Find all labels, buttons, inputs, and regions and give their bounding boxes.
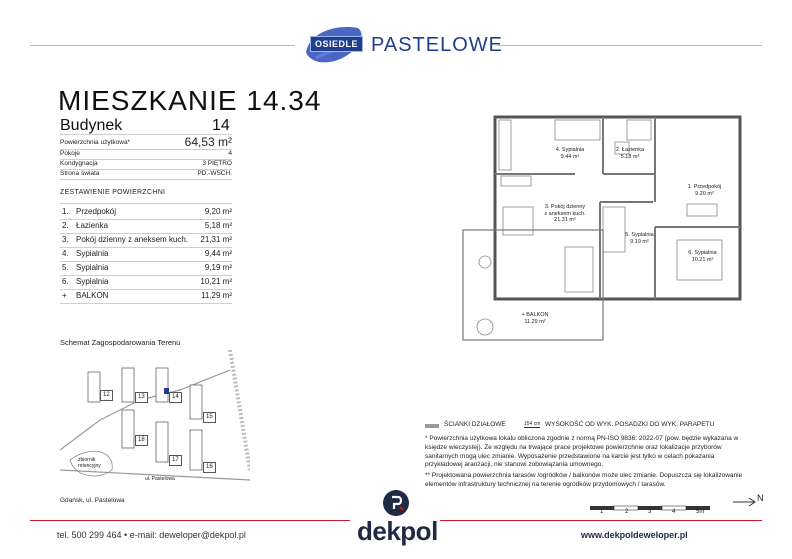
room-number: 6.	[62, 277, 69, 286]
rooms-label: Pokoje	[60, 150, 80, 157]
plan-label-r2: 2. Łazienka 5.18 m²	[615, 147, 645, 160]
floor-label: Kondygnacja	[60, 160, 98, 167]
company-name: dekpol	[357, 516, 438, 546]
room-row	[60, 207, 232, 219]
floor-row	[60, 160, 232, 169]
reservoir-label: zbiornik retencyjny	[78, 457, 101, 469]
height-legend-label: WYSOKOŚĆ OD WYK. POSADZKI DO WYK. PARAPETU	[545, 421, 715, 428]
scale-bar	[590, 500, 710, 508]
room-area: 11,29 m²	[201, 291, 232, 300]
room-area: 9,20 m²	[204, 207, 232, 216]
summary-title: ZESTAWIENIE POWIERZCHNI	[60, 189, 166, 196]
rooms-value: 4	[228, 150, 232, 157]
footer-website[interactable]: www.dekpoldeweloper.pl	[581, 530, 688, 540]
site-plan	[60, 350, 250, 490]
note-balcony: ** Projektowana powierzchnia tarasów /ogródków / balkonów może ulec zmianie. Dopuszcza się lokalizowanie elementów infrastruktury technicznej na terenie ogródków przydomowych / tarasów.	[425, 472, 743, 488]
room-name: Łazienka	[76, 221, 109, 230]
divider	[60, 261, 232, 262]
walls-legend-label: ŚCIANKI DZIAŁOWE	[444, 421, 506, 428]
room-area: 21,31 m²	[200, 235, 232, 244]
header-rule-right	[497, 45, 762, 46]
room-area: 9,19 m²	[204, 263, 232, 272]
plan-label-r1: 1. Przedpokój 9.20 m²	[687, 184, 722, 197]
room-row	[60, 249, 232, 261]
floor-plan-drawing	[455, 112, 745, 347]
street-label: ul. Pastelowa	[145, 476, 175, 482]
building-num-12: 12	[100, 390, 113, 401]
divider	[60, 179, 232, 180]
room-number: 2.	[62, 221, 69, 230]
divider	[60, 233, 232, 234]
orientation-row	[60, 170, 232, 179]
room-area: 10,21 m²	[200, 277, 232, 286]
footer-rule-left	[30, 520, 350, 521]
building-num-13: 13	[135, 392, 148, 403]
room-name: Sypialnia	[76, 263, 109, 272]
room-row	[60, 235, 232, 247]
scale-tick: 1	[600, 509, 604, 515]
room-row	[60, 291, 232, 303]
usable-area-label: Powierzchnia użytkowa*	[60, 139, 131, 146]
height-marker: 154 cm	[524, 421, 541, 427]
site-plan-title: Schemat Zagospodarowania Terenu	[60, 338, 181, 347]
building-label: Budynek	[60, 117, 123, 134]
building-num-15: 15	[203, 412, 216, 423]
footer-rule-right	[440, 520, 762, 521]
rooms-row	[60, 150, 232, 159]
room-name: Przedpokój	[76, 207, 117, 216]
apartment-title: MIESZKANIE 14.34	[58, 85, 322, 116]
site-plan-drawing	[60, 350, 250, 490]
plan-label-r4: 4. Sypialnia 9.44 m²	[555, 147, 585, 160]
room-row	[60, 221, 232, 233]
scale-tick: 2	[625, 509, 629, 515]
plan-label-balcony: + BALKON 11.29 m²	[521, 312, 549, 325]
room-number: 3.	[62, 235, 69, 244]
floor-value: 3 PIĘTRO	[202, 160, 232, 167]
walls-legend-swatch	[425, 424, 439, 428]
building-value: 14	[212, 117, 230, 134]
room-row	[60, 277, 232, 289]
building-num-18: 18	[135, 435, 148, 446]
divider	[60, 247, 232, 248]
divider	[60, 275, 232, 276]
building-num-14: 14	[169, 392, 182, 403]
divider	[60, 289, 232, 290]
brand-logo	[296, 22, 368, 66]
usable-area-row	[60, 135, 232, 149]
note-area: * Powierzchnia użytkowa lokalu obliczona zgodnie z normą PN-ISO 9836: 2022-07 (pow. będzie wykazana w księdze wieczystej). Ze względu na trwające prace projektowe powierzchnie oraz lokalizacje przyborów sanitarnych mogą ulec zmianie. Wyposażenie przedstawione na karcie jest tylko w celach pokazania przykładowej aranżacji, nie stanowi zobowiązania umownego.	[425, 435, 739, 469]
plan-label-r5: 5. Sypialnia 9.19 m²	[625, 232, 654, 245]
room-number: 4.	[62, 249, 69, 258]
building-num-16: 16	[203, 462, 216, 473]
brand-logo-text: OSIEDLE	[310, 36, 363, 52]
divider	[60, 303, 232, 304]
room-name: Sypialnia	[76, 249, 109, 258]
room-number: 5.	[62, 263, 69, 272]
north-label: N	[757, 493, 764, 503]
floor-plan	[455, 112, 745, 347]
dekpol-logo-icon	[383, 490, 409, 516]
room-name: Pokój dzienny z aneksem kuch.	[76, 235, 189, 244]
plan-label-r3: 3. Pokój dzienny z aneksem kuch. 21.31 m²	[544, 204, 586, 224]
room-name: Sypialnia	[76, 277, 109, 286]
building-num-17: 17	[169, 455, 182, 466]
scale-tick: 4	[672, 509, 676, 515]
divider	[60, 203, 232, 204]
room-number: 1.	[62, 207, 69, 216]
header-rule-left	[30, 45, 295, 46]
room-number: +	[62, 291, 67, 300]
scale-tick: 3	[648, 509, 652, 515]
plan-label-r6: 6. Sypialnia 10.21 m²	[688, 250, 717, 263]
room-row	[60, 263, 232, 275]
scale-tick: 5m	[696, 509, 705, 515]
room-name: BALKON	[76, 291, 109, 300]
site-caption: Gdańsk, ul. Pastelowa	[60, 497, 125, 504]
room-area: 9,44 m²	[204, 249, 232, 258]
room-area: 5,18 m²	[204, 221, 232, 230]
footer-contact: tel. 500 299 464 • e-mail: deweloper@dekpol.pl	[57, 530, 246, 540]
orientation-value: PD.-WSCH.	[197, 170, 232, 177]
brand-name: PASTELOWE	[371, 34, 503, 56]
divider	[60, 219, 232, 220]
orientation-label: Strona świata	[60, 170, 100, 177]
usable-area-value: 64,53 m²	[184, 135, 232, 149]
